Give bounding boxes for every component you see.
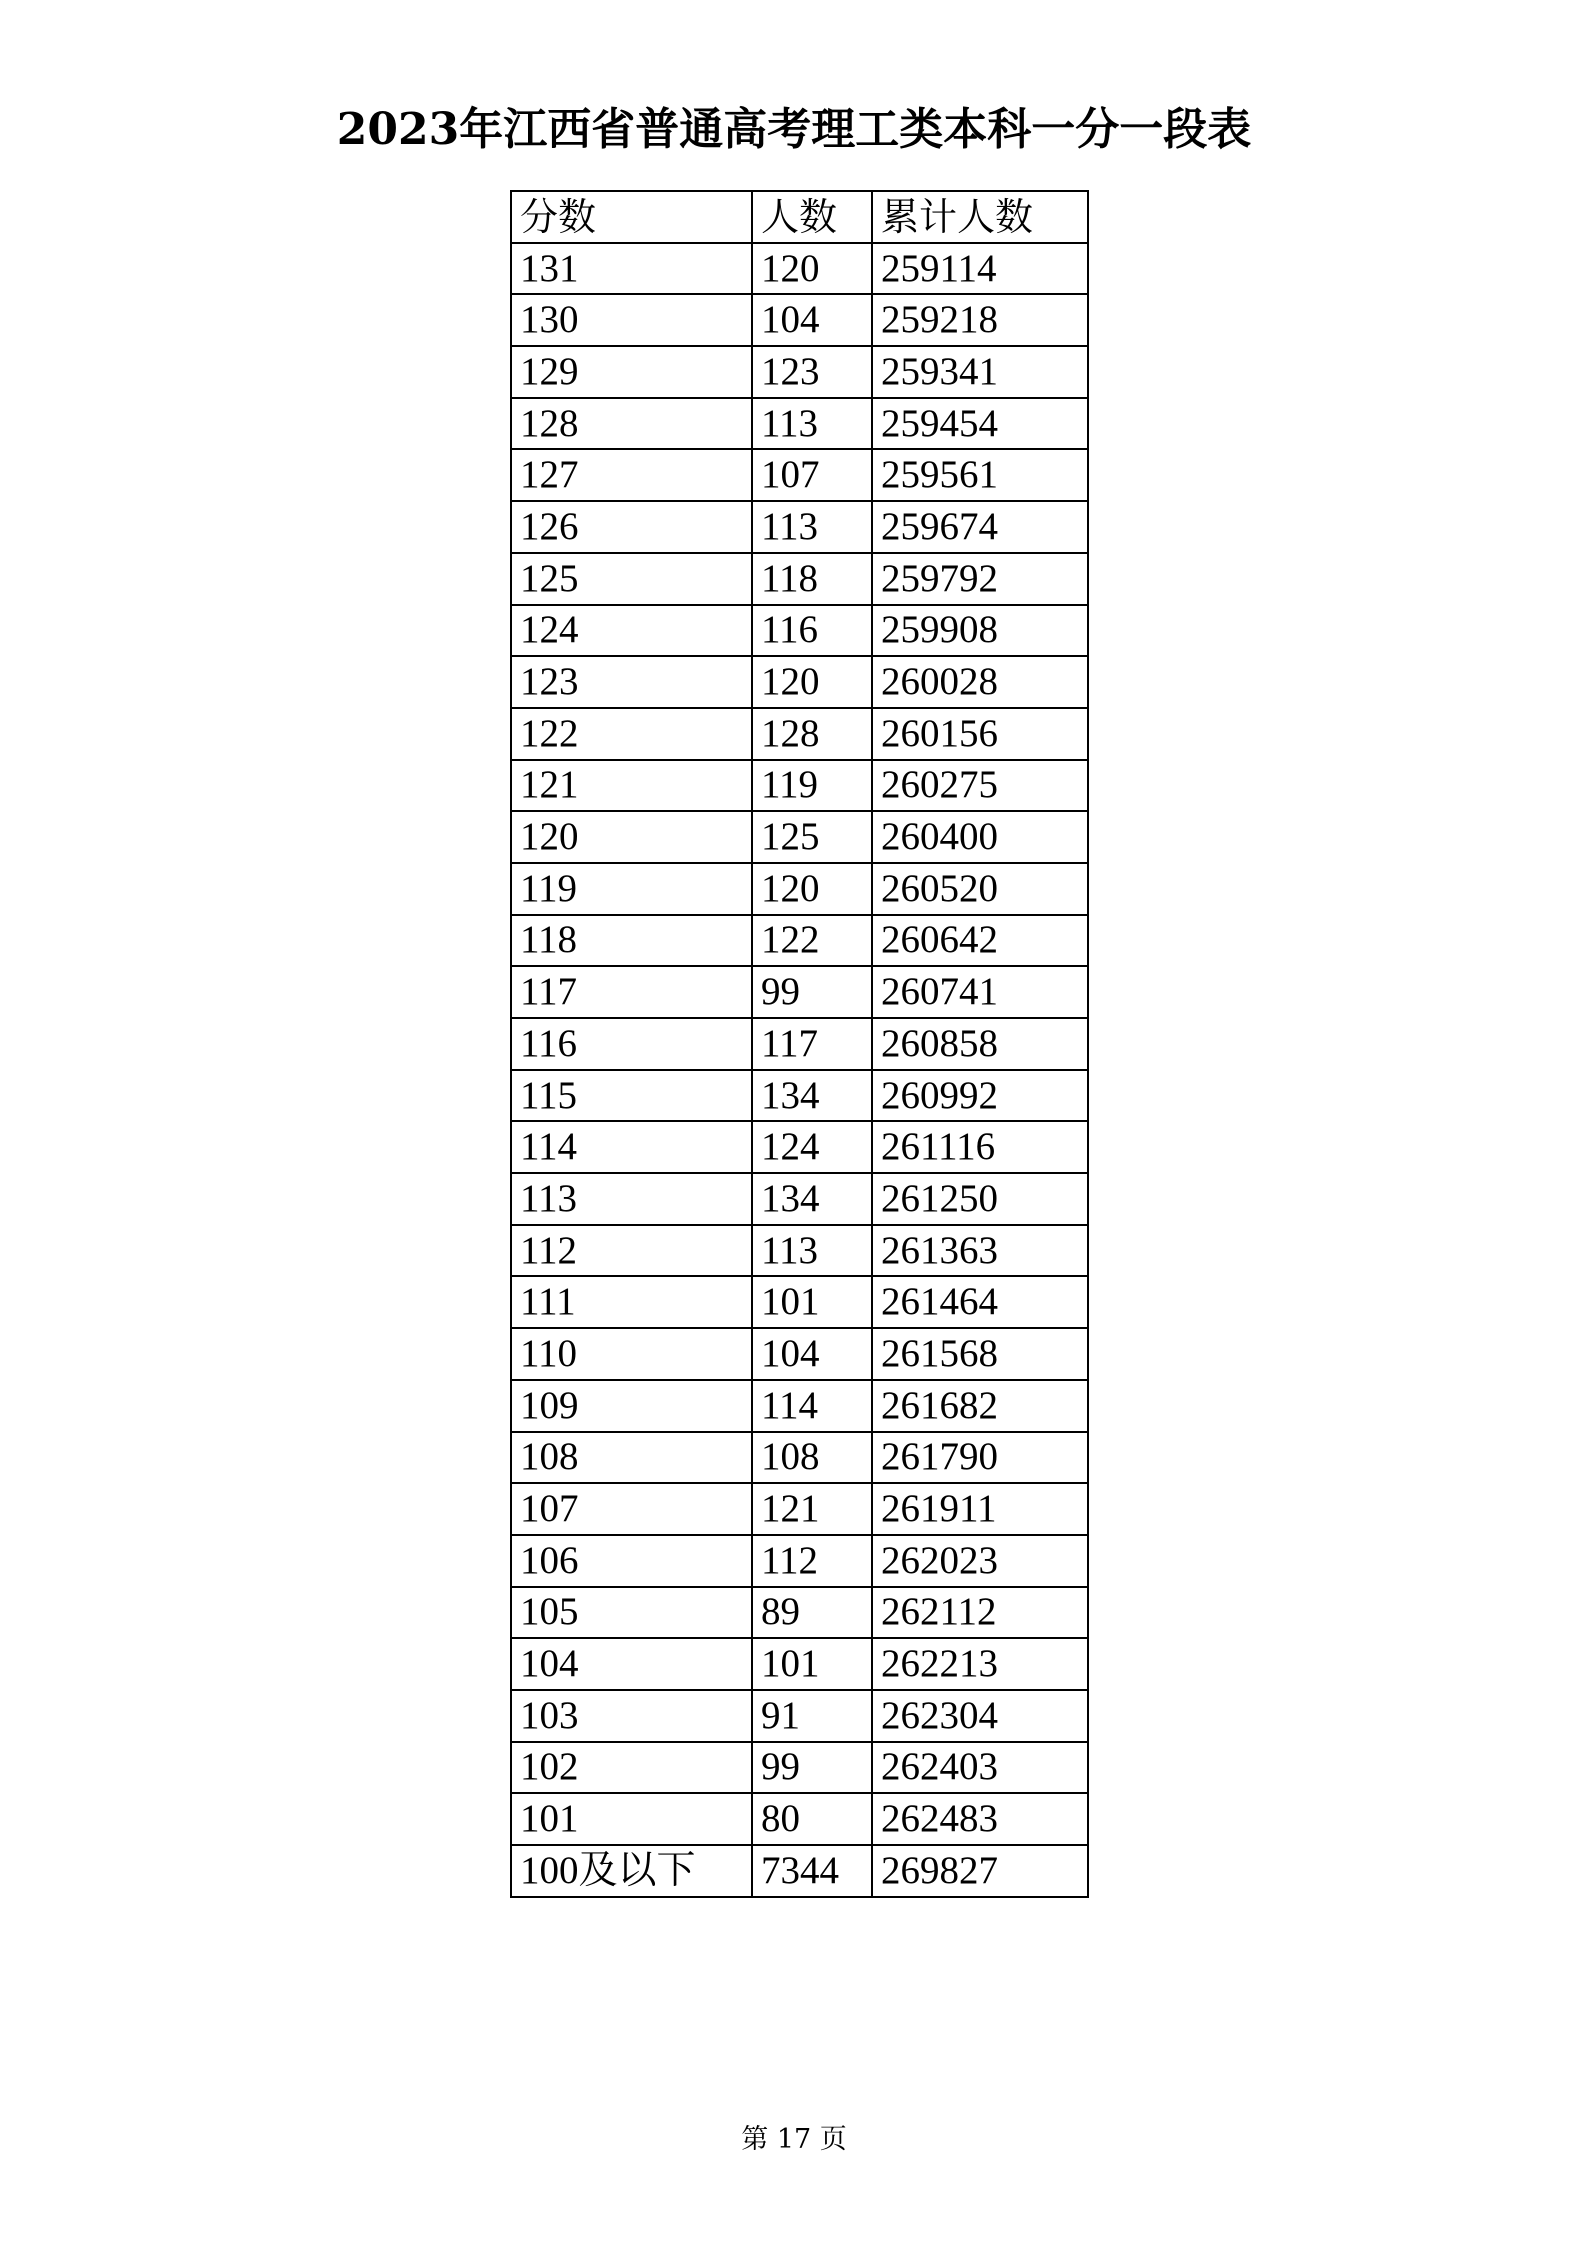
count-cell: 113 <box>752 1225 872 1277</box>
table-row <box>511 449 1088 501</box>
cumulative-cell: 261682 <box>872 1380 1088 1432</box>
count-cell: 120 <box>752 243 872 295</box>
score-table <box>510 190 1089 1898</box>
count-cell: 104 <box>752 1328 872 1380</box>
cumulative-cell: 262403 <box>872 1742 1088 1794</box>
score-cell: 101 <box>511 1793 752 1845</box>
cumulative-cell: 259218 <box>872 294 1088 346</box>
score-cell: 114 <box>511 1121 752 1173</box>
score-cell: 112 <box>511 1225 752 1277</box>
score-cell: 130 <box>511 294 752 346</box>
score-cell: 117 <box>511 966 752 1018</box>
count-cell: 113 <box>752 398 872 450</box>
cumulative-cell: 262112 <box>872 1587 1088 1639</box>
score-cell: 116 <box>511 1018 752 1070</box>
table-row <box>511 966 1088 1018</box>
cumulative-cell: 259561 <box>872 449 1088 501</box>
count-cell: 80 <box>752 1793 872 1845</box>
cumulative-cell: 260028 <box>872 656 1088 708</box>
count-cell: 113 <box>752 501 872 553</box>
cumulative-cell: 261568 <box>872 1328 1088 1380</box>
page-number: 第 17 页 <box>741 2124 847 2155</box>
cumulative-cell: 261790 <box>872 1432 1088 1484</box>
count-cell: 104 <box>752 294 872 346</box>
cumulative-cell: 259908 <box>872 605 1088 657</box>
cumulative-cell: 259341 <box>872 346 1088 398</box>
score-cell: 100及以下 <box>511 1845 752 1897</box>
cumulative-cell: 259792 <box>872 553 1088 605</box>
count-cell: 116 <box>752 605 872 657</box>
table-row <box>511 1742 1088 1794</box>
table-row <box>511 605 1088 657</box>
table-row <box>511 553 1088 605</box>
score-cell: 129 <box>511 346 752 398</box>
table-row <box>511 294 1088 346</box>
cumulative-cell: 259674 <box>872 501 1088 553</box>
score-cell: 128 <box>511 398 752 450</box>
table-row <box>511 398 1088 450</box>
score-cell: 126 <box>511 501 752 553</box>
table-row <box>511 1225 1088 1277</box>
table-row <box>511 1380 1088 1432</box>
score-cell: 125 <box>511 553 752 605</box>
cumulative-cell: 261363 <box>872 1225 1088 1277</box>
table-row <box>511 1173 1088 1225</box>
table-header <box>511 191 1088 243</box>
count-cell: 91 <box>752 1690 872 1742</box>
count-cell: 89 <box>752 1587 872 1639</box>
cumulative-cell: 260275 <box>872 760 1088 812</box>
table-row <box>511 1845 1088 1897</box>
table-row <box>511 863 1088 915</box>
cumulative-cell: 260400 <box>872 811 1088 863</box>
score-cell: 127 <box>511 449 752 501</box>
header-row <box>511 191 1088 243</box>
table-body <box>511 243 1088 1897</box>
count-cell: 124 <box>752 1121 872 1173</box>
cumulative-cell: 262304 <box>872 1690 1088 1742</box>
score-cell: 110 <box>511 1328 752 1380</box>
table-row <box>511 915 1088 967</box>
cumulative-cell: 260520 <box>872 863 1088 915</box>
score-cell: 131 <box>511 243 752 295</box>
cumulative-cell: 261250 <box>872 1173 1088 1225</box>
cumulative-cell: 262023 <box>872 1535 1088 1587</box>
count-cell: 120 <box>752 656 872 708</box>
header-score: 分数 <box>511 191 752 243</box>
cumulative-cell: 260156 <box>872 708 1088 760</box>
table-row <box>511 811 1088 863</box>
table-row <box>511 501 1088 553</box>
table-row <box>511 346 1088 398</box>
score-cell: 105 <box>511 1587 752 1639</box>
score-cell: 109 <box>511 1380 752 1432</box>
score-cell: 103 <box>511 1690 752 1742</box>
table-row <box>511 1690 1088 1742</box>
header-cumulative: 累计人数 <box>872 191 1088 243</box>
table-row <box>511 1070 1088 1122</box>
score-cell: 107 <box>511 1483 752 1535</box>
table-row <box>511 1432 1088 1484</box>
table-row <box>511 656 1088 708</box>
count-cell: 122 <box>752 915 872 967</box>
table-row <box>511 1328 1088 1380</box>
table-row <box>511 1483 1088 1535</box>
cumulative-cell: 260741 <box>872 966 1088 1018</box>
cumulative-cell: 260642 <box>872 915 1088 967</box>
count-cell: 99 <box>752 1742 872 1794</box>
table-row <box>511 1587 1088 1639</box>
count-cell: 120 <box>752 863 872 915</box>
count-cell: 101 <box>752 1638 872 1690</box>
score-cell: 122 <box>511 708 752 760</box>
count-cell: 123 <box>752 346 872 398</box>
cumulative-cell: 259454 <box>872 398 1088 450</box>
cumulative-cell: 262483 <box>872 1793 1088 1845</box>
table-row <box>511 1276 1088 1328</box>
count-cell: 114 <box>752 1380 872 1432</box>
header-count: 人数 <box>752 191 872 243</box>
score-cell: 104 <box>511 1638 752 1690</box>
page-title: 2023年江西省普通高考理工类本科一分一段表 <box>336 104 1252 155</box>
score-cell: 120 <box>511 811 752 863</box>
score-cell: 111 <box>511 1276 752 1328</box>
count-cell: 118 <box>752 553 872 605</box>
table-row <box>511 1121 1088 1173</box>
cumulative-cell: 260858 <box>872 1018 1088 1070</box>
cumulative-cell: 269827 <box>872 1845 1088 1897</box>
score-cell: 106 <box>511 1535 752 1587</box>
score-cell: 123 <box>511 656 752 708</box>
count-cell: 119 <box>752 760 872 812</box>
count-cell: 107 <box>752 449 872 501</box>
cumulative-cell: 261116 <box>872 1121 1088 1173</box>
score-cell: 119 <box>511 863 752 915</box>
table-row <box>511 760 1088 812</box>
score-cell: 121 <box>511 760 752 812</box>
cumulative-cell: 261911 <box>872 1483 1088 1535</box>
table-row <box>511 1638 1088 1690</box>
score-cell: 118 <box>511 915 752 967</box>
count-cell: 134 <box>752 1173 872 1225</box>
cumulative-cell: 261464 <box>872 1276 1088 1328</box>
count-cell: 121 <box>752 1483 872 1535</box>
count-cell: 108 <box>752 1432 872 1484</box>
count-cell: 117 <box>752 1018 872 1070</box>
table-row <box>511 708 1088 760</box>
cumulative-cell: 259114 <box>872 243 1088 295</box>
count-cell: 99 <box>752 966 872 1018</box>
count-cell: 134 <box>752 1070 872 1122</box>
cumulative-cell: 262213 <box>872 1638 1088 1690</box>
table-row <box>511 1535 1088 1587</box>
count-cell: 112 <box>752 1535 872 1587</box>
table-row <box>511 1793 1088 1845</box>
cumulative-cell: 260992 <box>872 1070 1088 1122</box>
score-cell: 108 <box>511 1432 752 1484</box>
score-cell: 113 <box>511 1173 752 1225</box>
score-cell: 102 <box>511 1742 752 1794</box>
table-row <box>511 1018 1088 1070</box>
table-row <box>511 243 1088 295</box>
score-cell: 124 <box>511 605 752 657</box>
count-cell: 128 <box>752 708 872 760</box>
count-cell: 125 <box>752 811 872 863</box>
count-cell: 7344 <box>752 1845 872 1897</box>
score-cell: 115 <box>511 1070 752 1122</box>
count-cell: 101 <box>752 1276 872 1328</box>
